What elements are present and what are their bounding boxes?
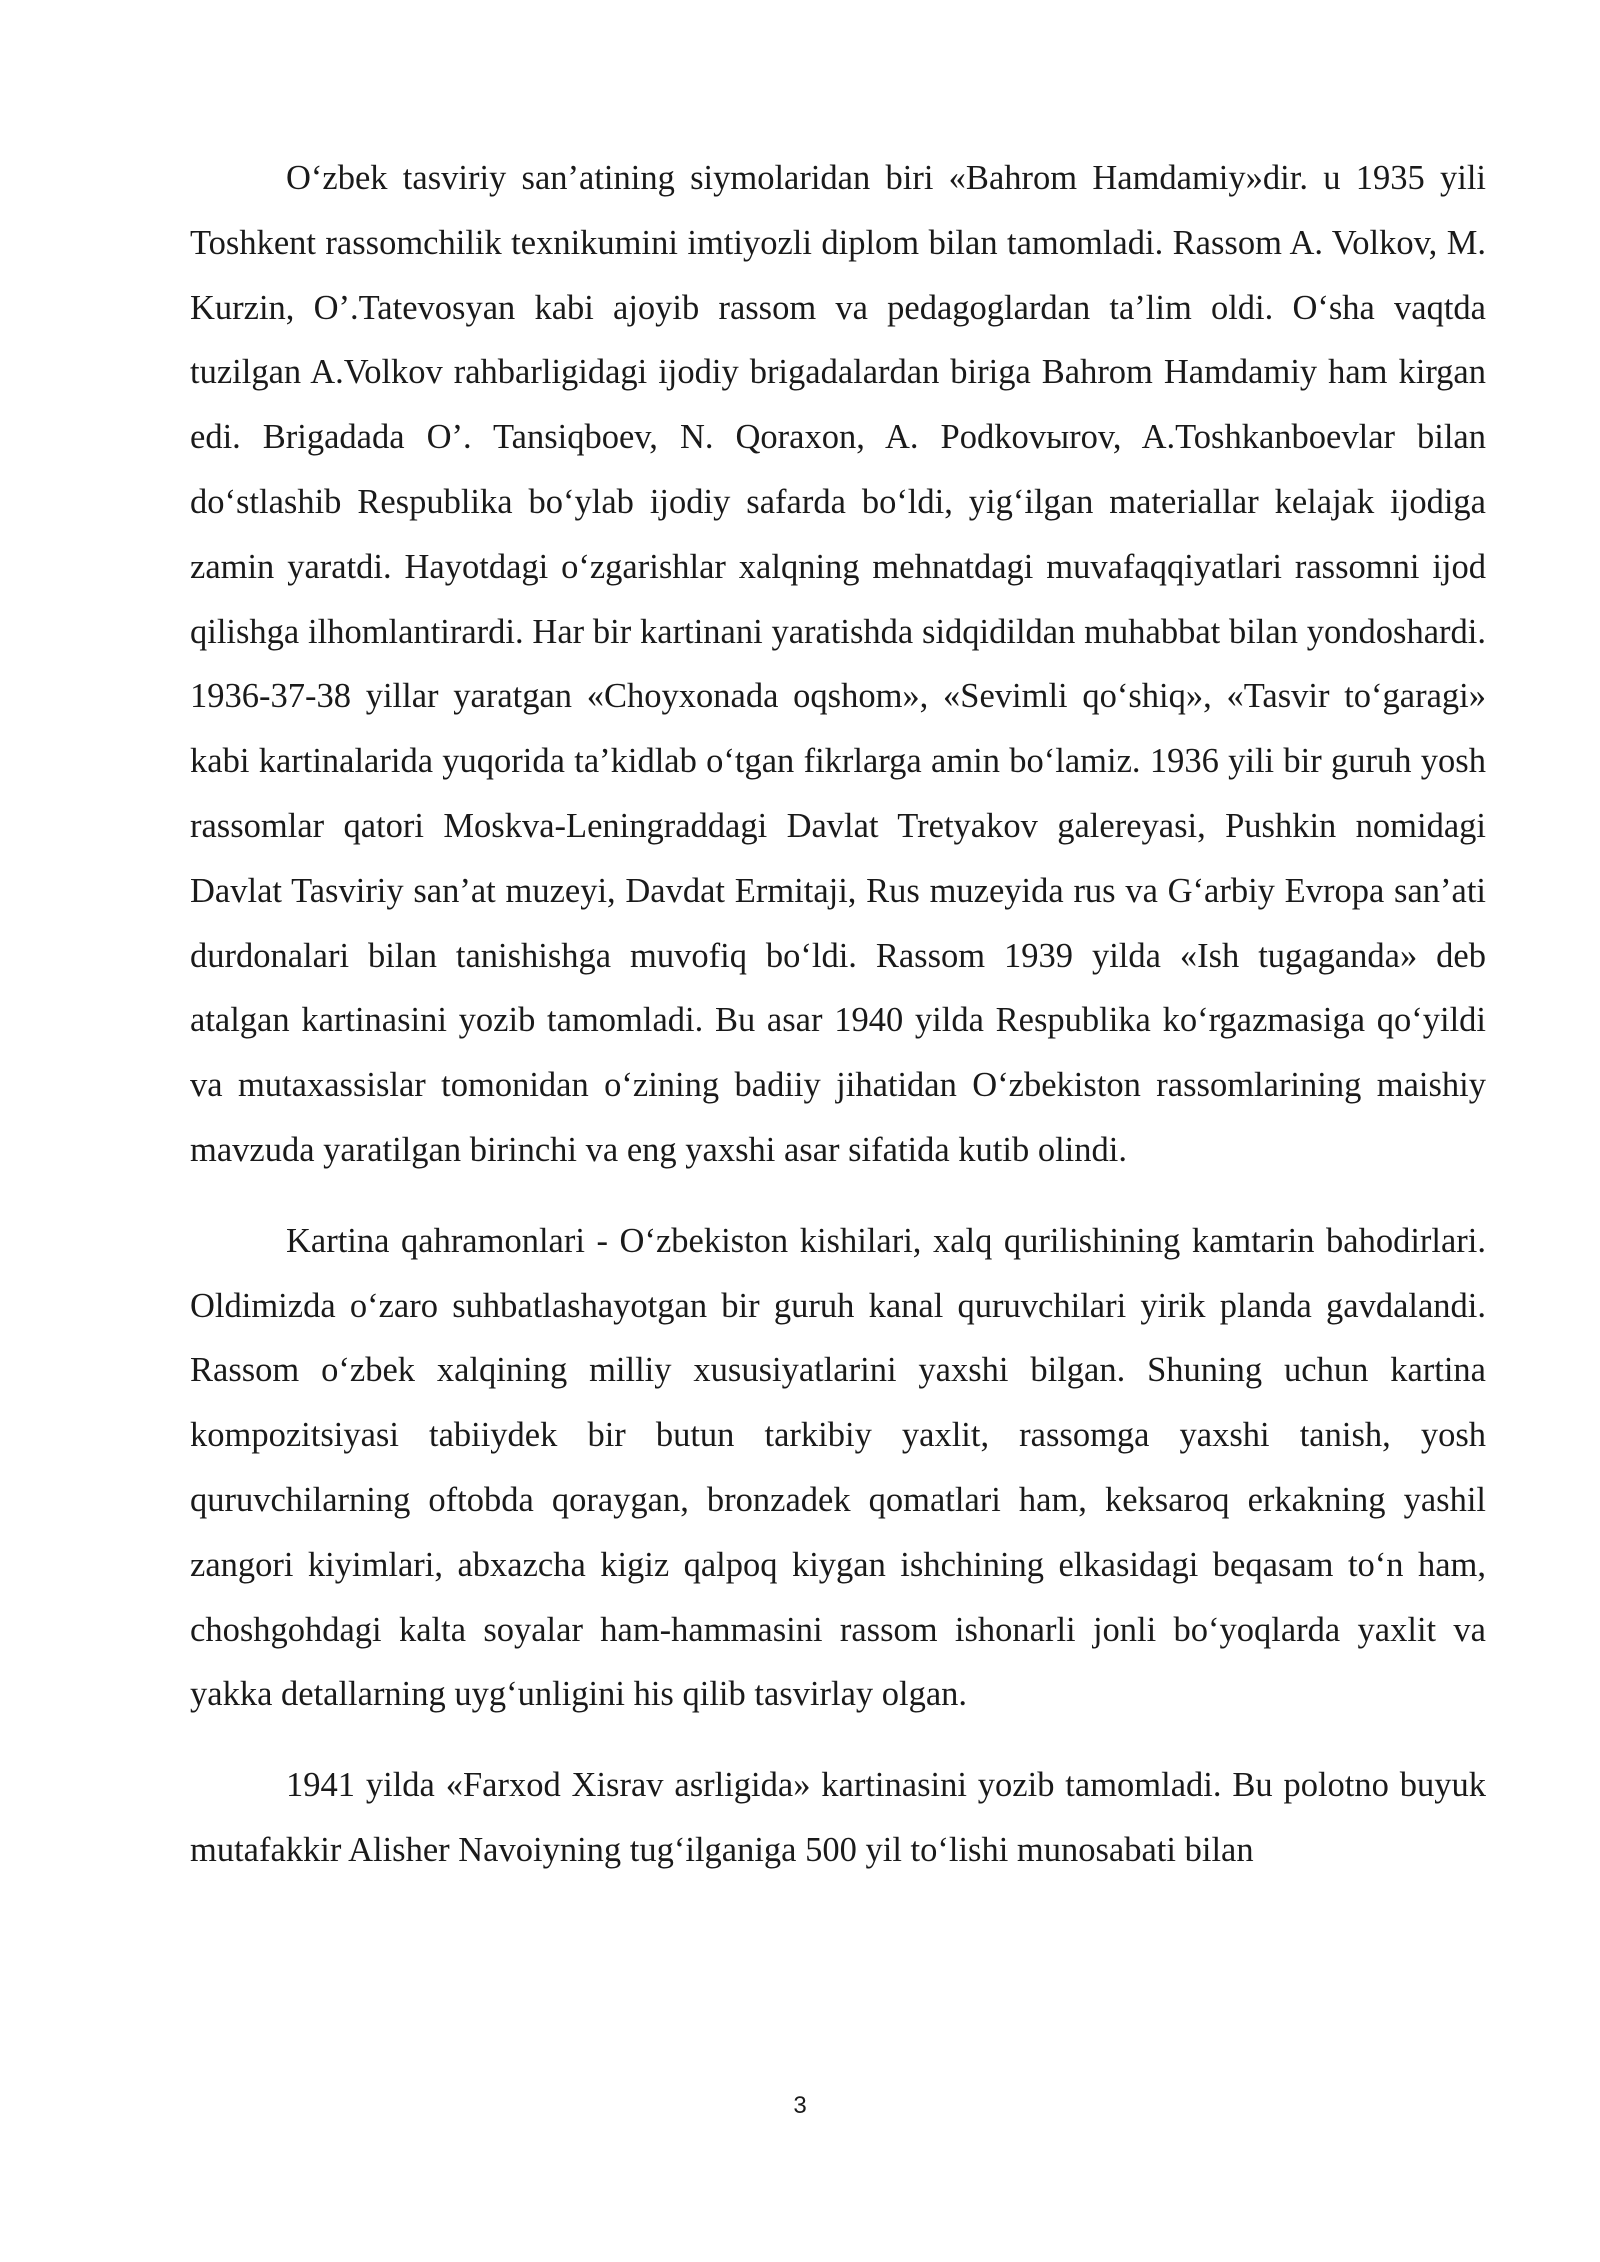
page-number: 3 bbox=[793, 2092, 807, 2119]
paragraph-1: O‘zbek tasviriy san’atining siymolaridan biri «Bahrom Hamdamiy»dir. u 1935 yili Toshkent rassomchilik texnikumini imtiyozli diplom bilan tamomladi. Rassom A. Volkov, M. Kurzin, O’.Tatevosyan kabi ajoyib rassom va pedagoglardan ta’lim oldi. O‘sha vaqtda tuzilgan A.Volkov rahbarligidagi ijodiy brigadalardan biriga Bahrom Hamdamiy ham kirgan edi. Brigadada O’. Tansiqboev, N. Qoraxon, A. Podkovыrov, A.Toshkanboevlar bilan do‘stlashib Respublika bo‘ylab ijodiy safarda bo‘ldi, yig‘ilgan materiallar kelajak ijodiga zamin yaratdi. Hayotdagi o‘zgarishlar xalqning mehnatdagi muvafaqqiyatlari rassomni ijod qilishga ilhomlantirardi. Har bir kartinani yaratishda sidqidildan muhabbat bilan yondoshardi. 1936-37-38 yillar yaratgan «Choyxonada oqshom», «Sevimli qo‘shiq», «Tasvir to‘garagi» kabi kartinalarida yuqorida ta’kidlab o‘tgan fikrlarga amin bo‘lamiz. 1936 yili bir guruh yosh rassomlar qatori Moskva-Leningraddagi Davlat Tretyakov galereyasi, Pushkin nomidagi Davlat Tasviriy san’at muzeyi, Davdat Ermitaji, Rus muzeyida rus va G‘arbiy Evropa san’ati durdonalari bilan tanishishga muvofiq bo‘ldi. Rassom 1939 yilda «Ish tugaganda» deb atalgan kartinasini yozib tamomladi. Bu asar 1940 yilda Respublika ko‘rgazmasiga qo‘yildi va mutaxassislar tomonidan o‘zining badiiy jihatidan O‘zbekiston rassomlarining maishiy mavzuda yaratilgan birinchi va eng yaxshi asar sifatida kutib olindi. bbox=[190, 159, 1486, 1169]
document-body bbox=[190, 146, 1486, 1883]
paragraph-3: 1941 yilda «Farxod Xisrav asrligida» kartinasini yozib tamomladi. Bu polotno buyuk mutafakkir Alisher Navoiyning tug‘ilganiga 500 yil to‘lishi munosabati bilan bbox=[190, 1766, 1486, 1869]
paragraph-2: Kartina qahramonlari - O‘zbekiston kishilari, xalq qurilishining kamtarin bahodirlari. Oldimizda o‘zaro suhbatlashayotgan bir guruh kanal quruvchilari yirik planda gavdalandi. Rassom o‘zbek xalqining milliy xususiyatlarini yaxshi bilgan. Shuning uchun kartina kompozitsiyasi tabiiydek bir butun tarkibiy yaxlit, rassomga yaxshi tanish, yosh quruvchilarning oftobda qoraygan, bronzadek qomatlari ham, keksaroq erkakning yashil zangori kiyimlari, abxazcha kigiz qalpoq kiygan ishchining elkasidagi beqasam to‘n ham, choshgohdagi kalta soyalar ham-hammasini rassom ishonarli jonli bo‘yoqlarda yaxlit va yakka detallarning uyg‘unligini his qilib tasvirlay olgan. bbox=[190, 1221, 1486, 1714]
